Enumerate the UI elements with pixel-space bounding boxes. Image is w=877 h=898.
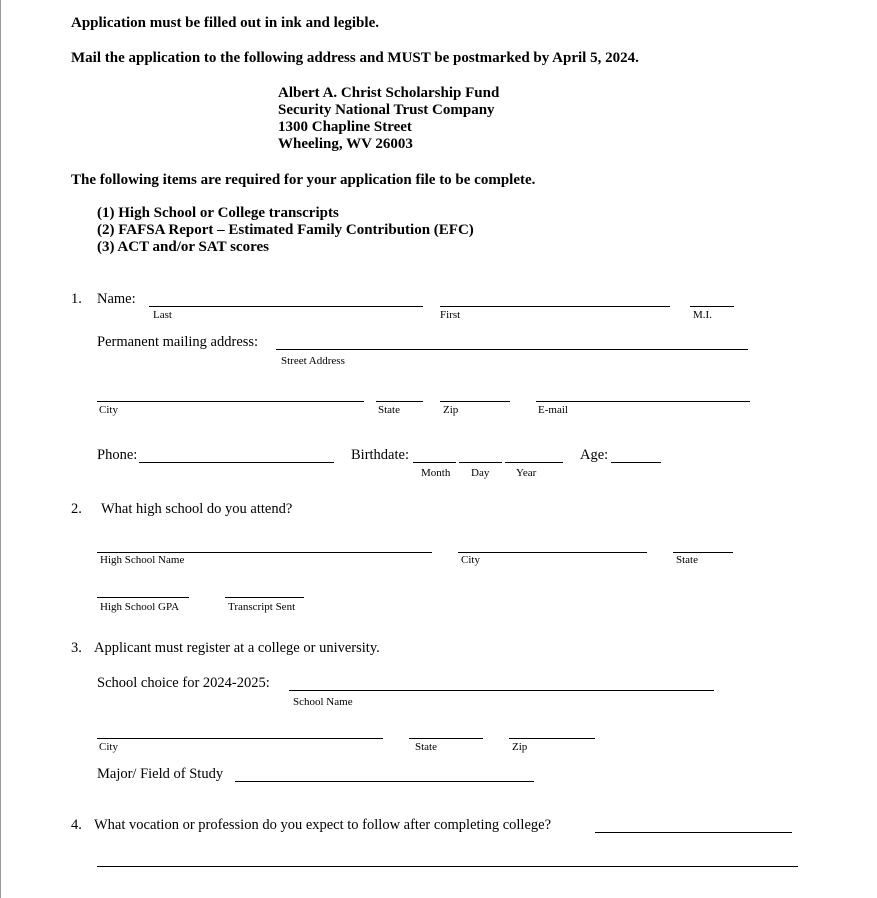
college-zip-field[interactable] xyxy=(509,738,595,739)
ink-instruction: Application must be filled out in ink and legible. xyxy=(71,15,379,31)
requirement-item: (3) ACT and/or SAT scores xyxy=(97,239,269,255)
q2-question: What high school do you attend? xyxy=(101,501,293,517)
birth-year-field[interactable] xyxy=(505,462,563,463)
high-school-gpa-field[interactable] xyxy=(97,597,189,598)
zip-field[interactable] xyxy=(440,401,510,402)
college-zip-caption: Zip xyxy=(512,741,528,753)
month-caption: Month xyxy=(421,467,451,479)
major-label: Major/ Field of Study xyxy=(97,766,224,782)
q4-number: 4. xyxy=(71,817,82,833)
q3-number: 3. xyxy=(71,640,82,656)
requirement-item: (2) FAFSA Report – Estimated Family Contribution (EFC) xyxy=(97,222,474,238)
address-line-2: Security National Trust Company xyxy=(278,102,495,118)
email-field[interactable] xyxy=(536,401,750,402)
birth-month-field[interactable] xyxy=(413,462,456,463)
transcript-caption: Transcript Sent xyxy=(228,601,296,613)
high-school-name-caption: High School Name xyxy=(100,554,185,566)
school-name-caption: School Name xyxy=(293,696,353,708)
q1-number: 1. xyxy=(71,291,82,307)
requirement-item: (1) High School or College transcripts xyxy=(97,205,339,221)
mi-caption: M.I. xyxy=(693,309,712,321)
address-line-1: Albert A. Christ Scholarship Fund xyxy=(278,85,500,101)
college-state-field[interactable] xyxy=(409,738,483,739)
address-line-4: Wheeling, WV 26003 xyxy=(278,136,413,152)
state-field[interactable] xyxy=(376,401,423,402)
last-caption: Last xyxy=(153,309,172,321)
vocation-field[interactable] xyxy=(595,832,792,833)
high-school-state-caption: State xyxy=(676,554,698,566)
age-label: Age: xyxy=(580,447,609,463)
middle-initial-field[interactable] xyxy=(690,306,734,307)
requirements-heading: The following items are required for your application file to be complete. xyxy=(71,172,536,188)
birthdate-label: Birthdate: xyxy=(351,447,409,463)
q2-number: 2. xyxy=(71,501,82,517)
gpa-caption: High School GPA xyxy=(100,601,180,613)
zip-caption: Zip xyxy=(443,404,459,416)
address-line-3: 1300 Chapline Street xyxy=(278,119,412,135)
q4-question: What vocation or profession do you expect to follow after completing college? xyxy=(94,817,552,833)
q3-statement: Applicant must register at a college or university. xyxy=(94,640,380,656)
first-caption: First xyxy=(440,309,461,321)
college-city-field[interactable] xyxy=(97,738,383,739)
school-choice-label: School choice for 2024-2025: xyxy=(97,675,270,691)
phone-field[interactable] xyxy=(139,462,334,463)
day-caption: Day xyxy=(471,467,490,479)
page-edge xyxy=(0,0,1,898)
state-caption: State xyxy=(378,404,400,416)
high-school-name-field[interactable] xyxy=(97,552,432,553)
mailing-address-label: Permanent mailing address: xyxy=(97,334,259,350)
school-choice-field[interactable] xyxy=(289,690,714,691)
college-city-caption: City xyxy=(99,741,118,753)
city-caption: City xyxy=(99,404,118,416)
year-caption: Year xyxy=(516,467,537,479)
last-name-field[interactable] xyxy=(149,306,423,307)
mail-instruction: Mail the application to the following address and MUST be postmarked by April 5, 2024. xyxy=(71,50,639,66)
age-field[interactable] xyxy=(611,462,661,463)
name-label: Name: xyxy=(97,291,136,307)
email-caption: E-mail xyxy=(538,404,568,416)
high-school-city-field[interactable] xyxy=(458,552,647,553)
major-field[interactable] xyxy=(235,781,534,782)
high-school-state-field[interactable] xyxy=(673,552,733,553)
street-address-caption: Street Address xyxy=(281,355,345,367)
transcript-sent-field[interactable] xyxy=(225,597,304,598)
phone-label: Phone: xyxy=(97,447,138,463)
city-field[interactable] xyxy=(97,401,364,402)
vocation-continuation-field[interactable] xyxy=(97,866,798,867)
street-address-field[interactable] xyxy=(276,349,748,350)
high-school-city-caption: City xyxy=(461,554,480,566)
first-name-field[interactable] xyxy=(440,306,670,307)
college-state-caption: State xyxy=(415,741,437,753)
birth-day-field[interactable] xyxy=(459,462,502,463)
